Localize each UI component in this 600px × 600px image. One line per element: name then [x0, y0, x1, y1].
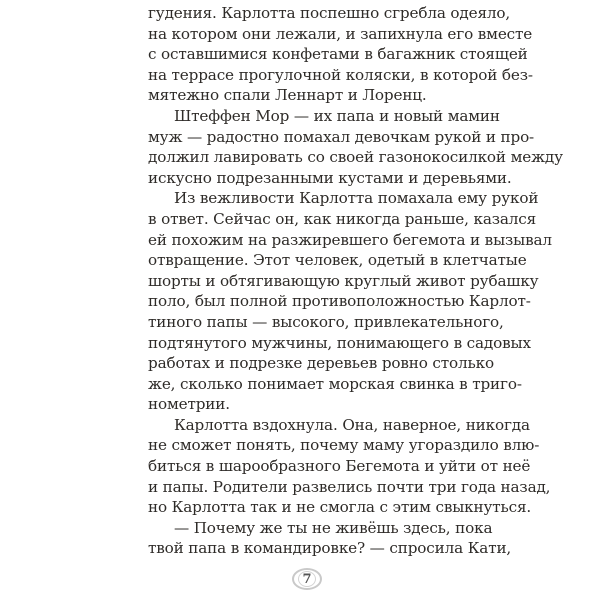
text-line: в ответ. Сейчас он, как никогда раньше, казался	[148, 209, 537, 228]
text-line: муж — радостно помахал девочкам рукой и про-	[148, 127, 535, 146]
text-line: же, сколько понимает морская свинка в триго-	[148, 374, 522, 393]
text-line: шорты и обтягивающую круглый живот рубашку	[148, 271, 539, 290]
paragraph-start-line: Из вежливости Карлотта помахала ему рукой	[174, 189, 539, 208]
text-line: работах и подрезке деревьев ровно столько	[148, 354, 494, 373]
text-line: с оставшимися конфетами в багажник стоящей	[148, 45, 528, 64]
paragraph-start-line: — Почему же ты не живёшь здесь, пока	[174, 518, 493, 537]
page-number	[289, 566, 325, 592]
text-line: ей похожим на разжиревшего бегемота и вызывал	[148, 230, 552, 249]
text-line: на террасе прогулочной коляски, в которой без-	[148, 65, 533, 84]
text-line: гудения. Карлотта поспешно сгребла одеяло,	[148, 4, 511, 22]
text-line: но Карлотта так и не смогла с этим свыкнуться.	[148, 498, 532, 517]
text-line: мятежно спали Леннарт и Лоренц.	[148, 86, 427, 105]
text-line: поло, был полной противоположностью Карлот-	[148, 292, 531, 311]
text-line: биться в шарообразного Бегемота и уйти от неё	[148, 457, 531, 476]
text-line: отвращение. Этот человек, одетый в клетчатые	[148, 251, 527, 270]
text-line: и папы. Родители развелись почти три года назад,	[148, 477, 551, 496]
text-line: тиного папы — высокого, привлекательного,	[148, 312, 504, 331]
text-line: должил лавировать со своей газонокосилкой между	[148, 148, 563, 167]
body-text	[148, 3, 563, 559]
page-number-value: 7	[302, 571, 312, 587]
paragraph-start-line: Штеффен Мор — их папа и новый мамин	[174, 106, 500, 125]
text-line: на котором они лежали, и запихнула его вместе	[148, 24, 533, 43]
paragraph-start-line: Карлотта вздохнула. Она, наверное, никогда	[174, 415, 530, 434]
text-line: не сможет понять, почему маму угораздило влю-	[148, 436, 540, 455]
text-line: твой папа в командировке? — спросила Кати,	[148, 539, 512, 558]
text-line: подтянутого мужчины, понимающего в садовых	[148, 333, 531, 352]
text-line: искусно подрезанными кустами и деревьями.	[148, 168, 512, 187]
text-line: нометрии.	[148, 395, 230, 414]
